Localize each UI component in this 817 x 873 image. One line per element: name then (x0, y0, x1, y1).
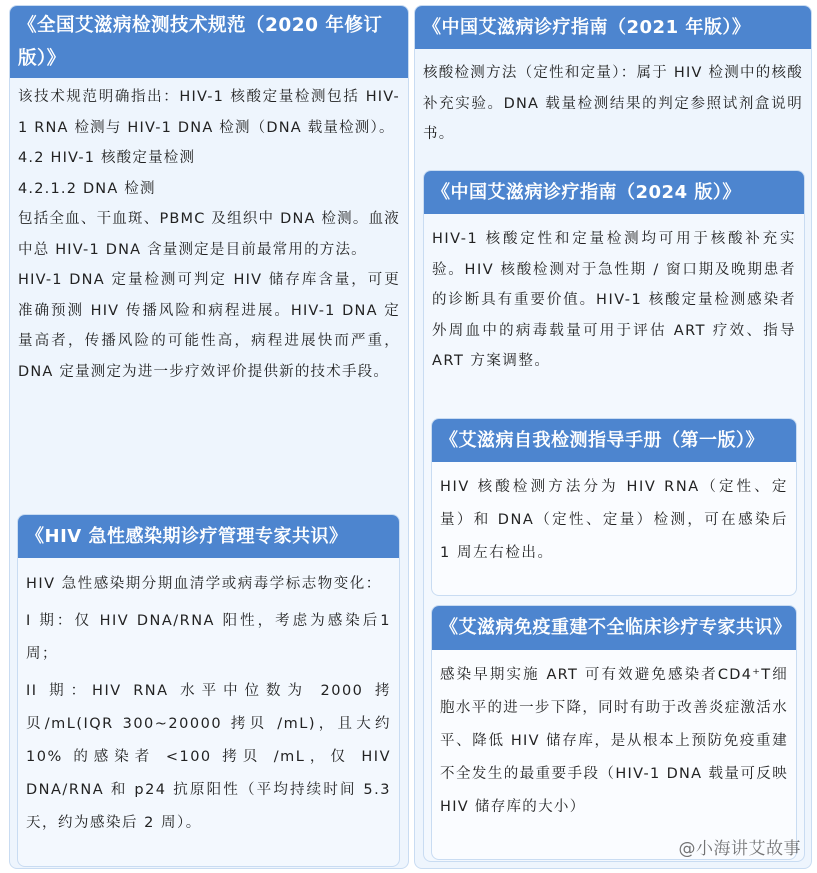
card-title: 《HIV 急性感染期诊疗管理专家共识》 (18, 515, 399, 558)
paragraph: HIV-1 DNA 定量检测可判定 HIV 储存库含量，可更准确预测 HIV 传播风险和病程进展。HIV-1 DNA 定量高者，传播风险的可能性高，病程进展快而严重，DNA 定量测定为进一步疗效评价提供新的技术手段。 (18, 272, 400, 380)
card-title: 《艾滋病免疫重建不全临床诊疗专家共识》 (432, 606, 796, 650)
card-title: 《艾滋病自我检测指导手册（第一版）》 (432, 419, 796, 462)
watermark: @小海讲艾故事 (678, 839, 801, 859)
paragraph: HIV-1 核酸定性和定量检测均可用于核酸补充实验。HIV 核酸检测对于急性期 / 窗口期及晚期患者的诊断具有重要价值。HIV-1 核酸定量检测感染者外周血中的病毒载量可用于评估 ART 疗效、指导 ART 方案调整。 (432, 231, 796, 369)
card-title: 《中国艾滋病诊疗指南（2021 年版）》 (415, 6, 811, 49)
card-immune-reconstitution-consensus (431, 605, 797, 860)
card-body (432, 650, 796, 824)
card-body (424, 214, 804, 377)
paragraph: I 期：仅 HIV DNA/RNA 阳性，考虑为感染后1周； (26, 613, 391, 662)
paragraph: HIV 核酸检测方法分为 HIV RNA（定性、定量）和 DNA（定性、定量）检测，可在感染后 1 周左右检出。 (440, 479, 788, 561)
card-body (10, 78, 408, 387)
card-title: 《中国艾滋病诊疗指南（2024 版）》 (424, 171, 804, 214)
paragraph: 4.2.1.2 DNA 检测 (18, 180, 156, 197)
card-self-testing-manual (431, 418, 797, 596)
paragraph: 该技术规范明确指出：HIV-1 核酸定量检测包括 HIV-1 RNA 检测与 HIV-1 DNA 检测（DNA 载量检测）。 (18, 89, 400, 136)
paragraph: 4.2 HIV-1 核酸定量检测 (18, 150, 196, 166)
paragraph: 包括全血、干血斑、PBMC 及组织中 DNA 检测。血液中总 HIV-1 DNA 含量测定是目前最常用的方法。 (18, 211, 400, 258)
card-body (18, 558, 399, 840)
paragraph: HIV 急性感染期分期血清学或病毒学标志物变化： (26, 576, 382, 592)
paragraph: 核酸检测方法（定性和定量）：属于 HIV 检测中的核酸补充实验。DNA 载量检测结果的判定参照试剂盒说明书。 (423, 65, 803, 142)
card-body (432, 462, 796, 570)
paragraph: 感染早期实施 ART 可有效避免感染者CD4⁺T细胞水平的进一步下降，同时有助于改善炎症激活水平、降低 HIV 储存库，是从根本上预防免疫重建不全发生的最重要手段（HIV-1 DNA 载量可反映HIV 储存库的大小） (440, 667, 788, 815)
paragraph: II 期：HIV RNA 水平中位数为 2000 拷贝/mL(IQR 300~20000 拷贝 /mL)，且大约 10% 的感染者 <100 拷贝 /mL，仅 HIV DNA/RNA 和 p24 抗原阳性（平均持续时间 5.3 天，约为感染后 2 周）。 (26, 683, 391, 831)
card-title: 《全国艾滋病检测技术规范（2020 年修订版）》 (10, 6, 408, 78)
card-body (415, 49, 811, 150)
card-acute-infection-consensus (17, 514, 400, 867)
